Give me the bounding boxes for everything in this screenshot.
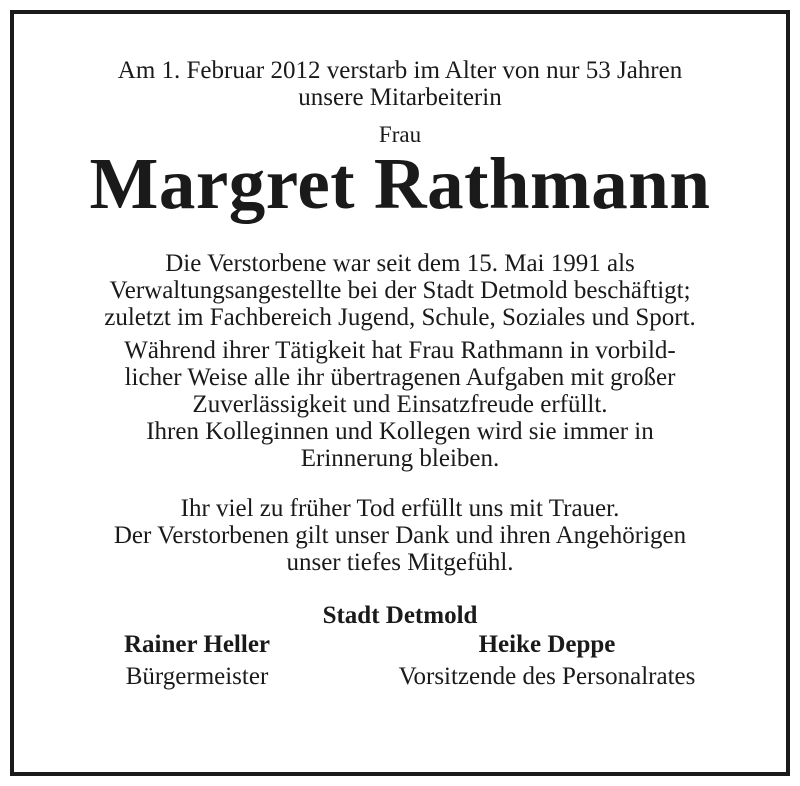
signer-name: Heike Deppe [478, 631, 616, 658]
paragraph-line: Während ihrer Tätigkeit hat Frau Rathmann in vorbild- [124, 337, 676, 364]
paragraph-line: Zuverlässigkeit und Einsatzfreude erfüllt. [192, 391, 608, 418]
paragraph-line: Der Verstorbenen gilt unser Dank und ihren Angehörigen [113, 522, 687, 549]
tribute-paragraph [14, 337, 786, 472]
paragraph-line: licher Weise alle ihr übertragenen Aufgaben mit großer [124, 364, 676, 391]
paragraph-line: Ihr viel zu früher Tod erfüllt uns mit Trauer. [180, 495, 620, 522]
signers [14, 630, 786, 700]
organization-name: Stadt Detmold [322, 602, 478, 629]
deceased-name: Margret Rathmann [89, 143, 711, 224]
paragraph-line: Erinnerung bleiben. [300, 445, 500, 472]
condolence-paragraph [14, 495, 786, 576]
intro-block [14, 57, 786, 111]
intro-line: unsere Mitarbeiterin [298, 84, 502, 111]
paragraph-line: Ihren Kolleginnen und Kollegen wird sie immer in [146, 418, 654, 445]
signer-mayor [124, 630, 270, 692]
obituary-notice [10, 10, 790, 776]
salutation: Frau [378, 122, 422, 147]
employment-paragraph [14, 250, 786, 331]
signer-staff-council [399, 630, 696, 692]
notice-content [14, 14, 786, 700]
signer-role: Vorsitzende des Personalrates [398, 663, 696, 690]
signer-role: Bürgermeister [125, 663, 269, 690]
paragraph-line: Verwaltungsangestellte bei der Stadt Detmold beschäftigt; [109, 277, 691, 304]
paragraph-line: zuletzt im Fachbereich Jugend, Schule, Soziales und Sport. [104, 304, 696, 331]
paragraph-line: Die Verstorbene war seit dem 15. Mai 1991 als [165, 250, 635, 277]
intro-line: Am 1. Februar 2012 verstarb im Alter von nur 53 Jahren [117, 57, 683, 84]
signer-name: Rainer Heller [123, 631, 271, 658]
paragraph-line: unser tiefes Mitgefühl. [286, 549, 514, 576]
